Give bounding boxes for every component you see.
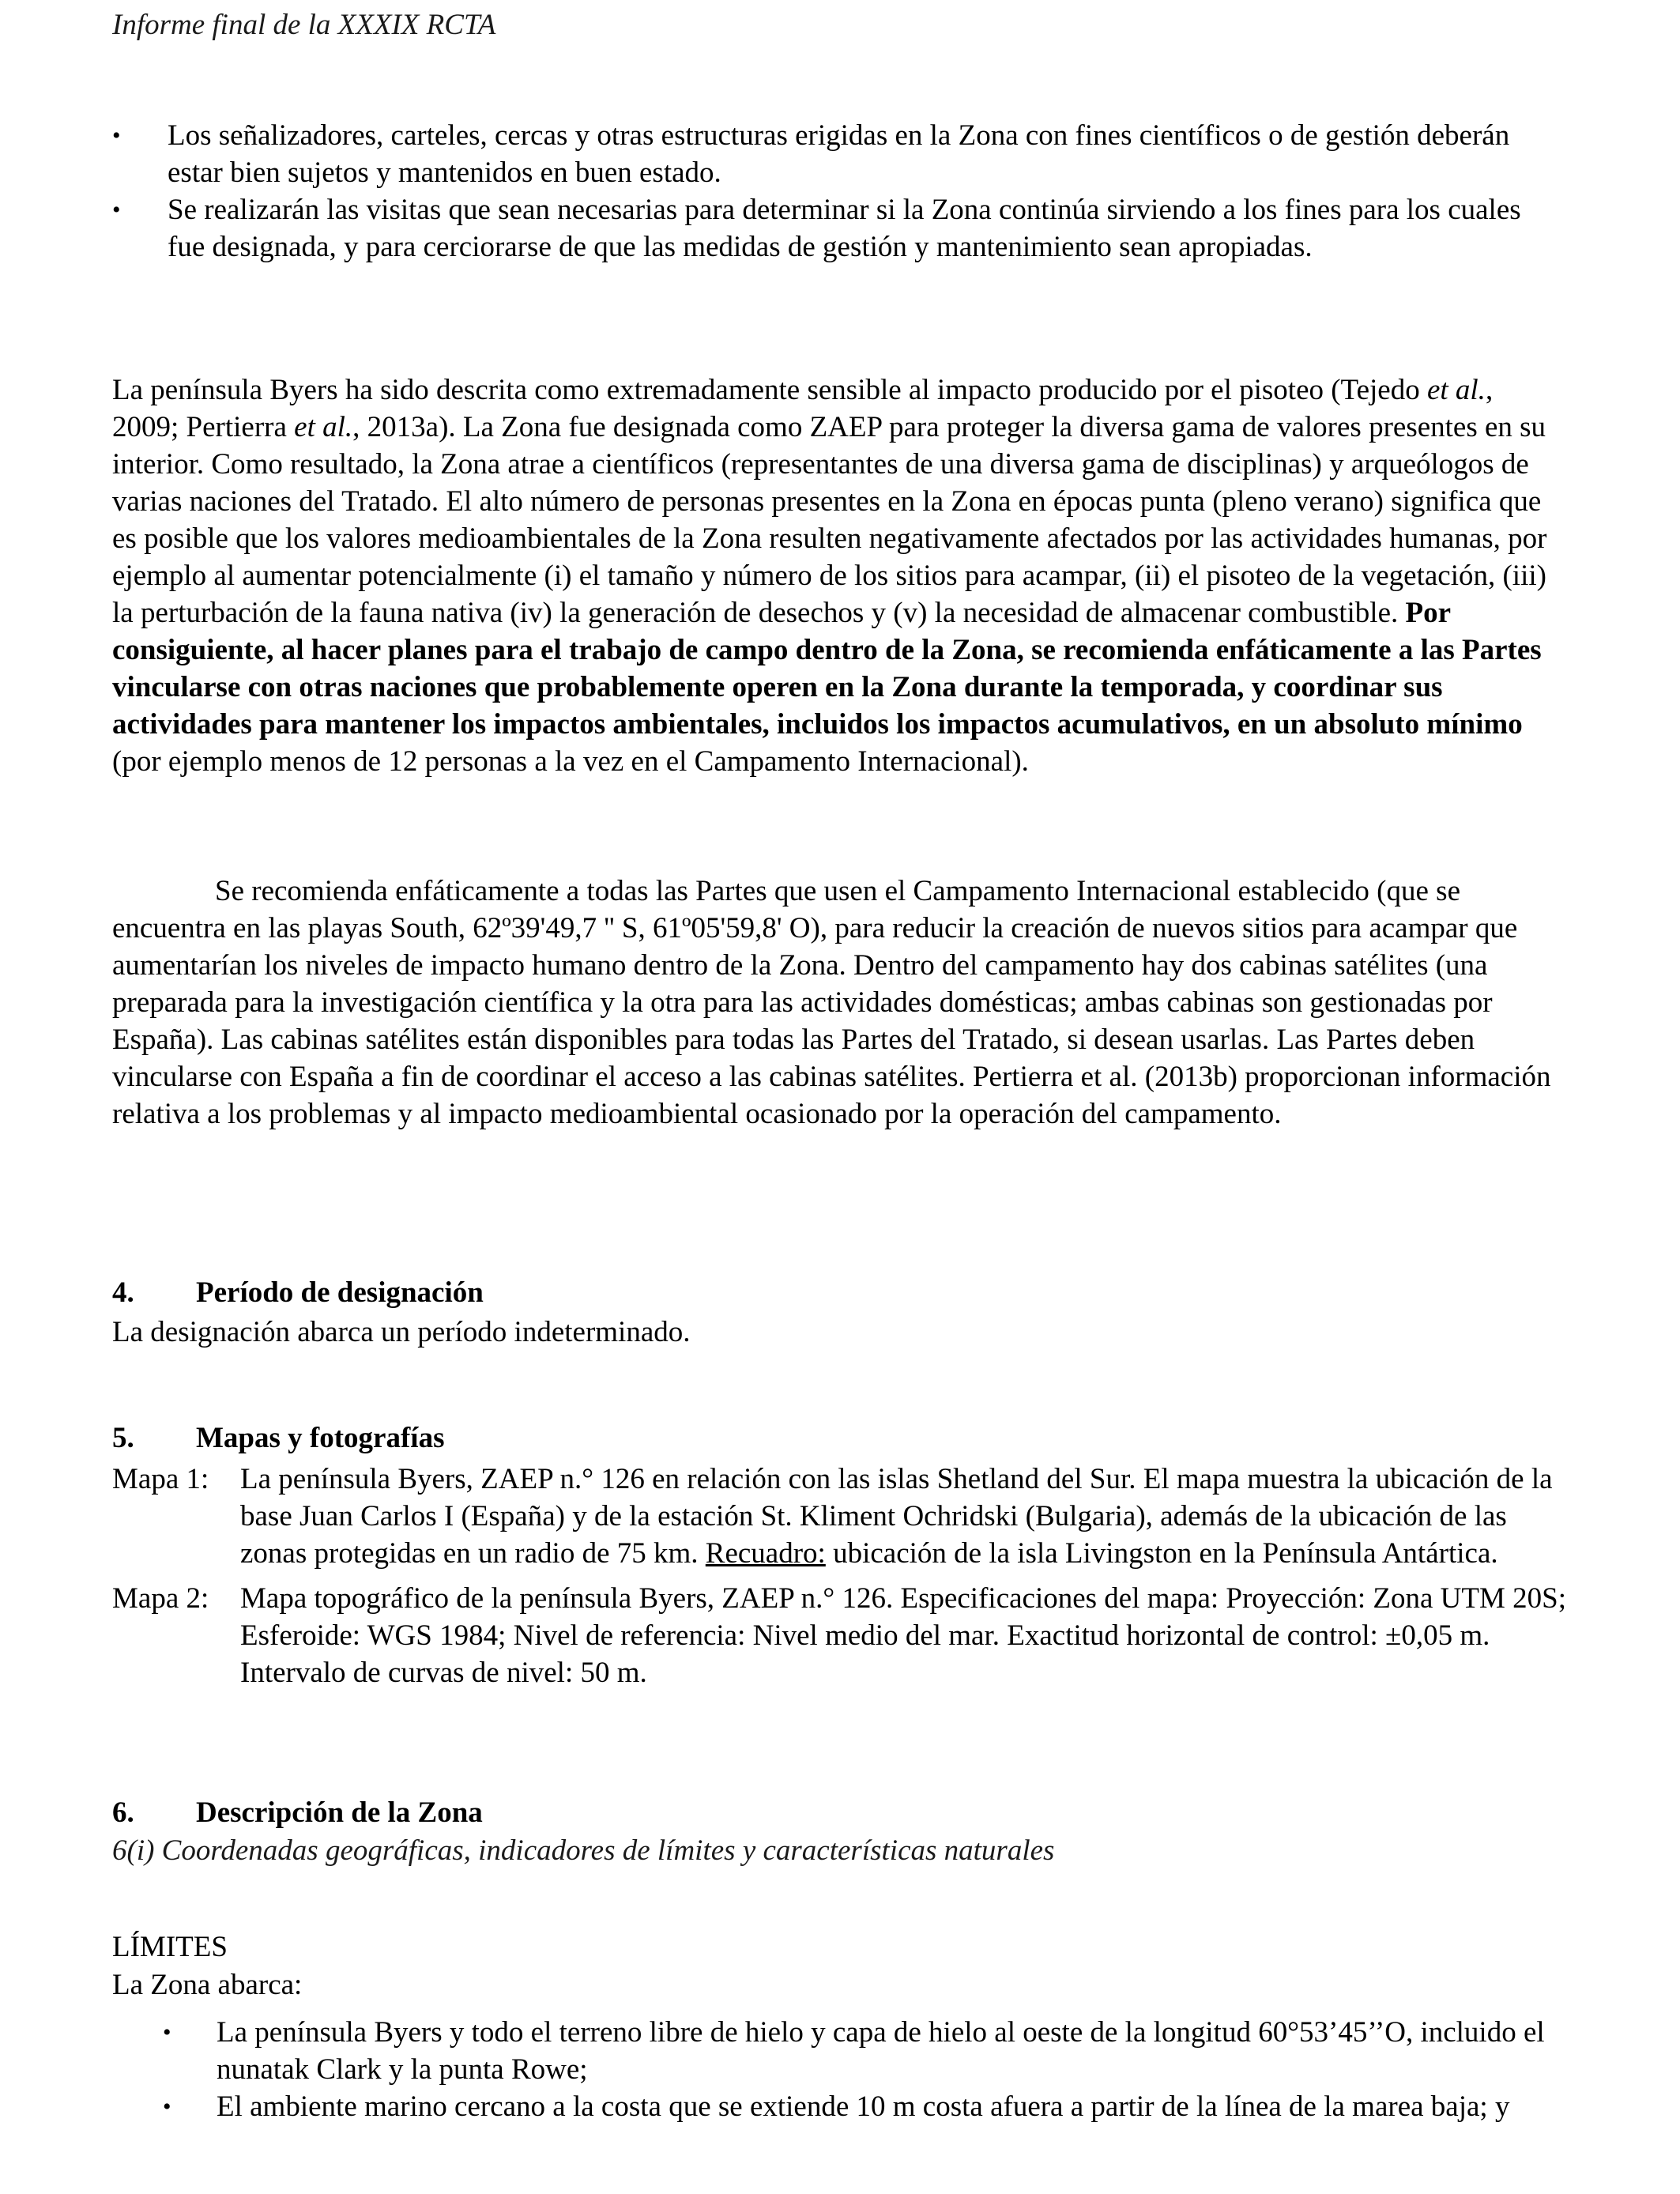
map-list — [112, 1461, 1574, 1699]
limits-heading: LÍMITES — [112, 1931, 228, 1963]
map-label: Mapa 2: — [112, 1582, 209, 1615]
section-5-heading — [112, 1419, 1680, 1457]
limits-bullets — [163, 2014, 1577, 2125]
management-bullets — [112, 117, 1558, 266]
paragraph-camp: Se recomienda enfáticamente a todas las Partes que usen el Campamento Internacional establecido (que se encuentra en las playas South, 62º39'49,7 '' S, 61º05'59,8' O), para reducir la creación de nuevos sitios para acampar que aumentarían los niveles de impacto humano dentro de la Zona. Dentro del campamento hay dos cabinas satélites (una preparada para la investigación científica y la otra para las actividades domésticas; ambas cabinas son gestionadas por España). Las cabinas satélites están disponibles para todas las Partes del Tratado, si desean usarlas. Las Partes deben vincularse con España a fin de coordinar el acceso a las cabinas satélites. Pertierra et al. (2013b) proporcionan información relativa a los problemas y al impacto medioambiental ocasionado por la operación del campamento. — [112, 875, 1551, 1130]
section-number: 5. — [112, 1422, 134, 1454]
map-item — [112, 1580, 1574, 1691]
paragraph-impact — [112, 371, 1558, 780]
section-number: 6. — [112, 1796, 134, 1829]
bullet-icon: • — [163, 2019, 171, 2045]
bullet-icon: • — [112, 197, 121, 223]
running-header: Informe final de la XXXIX RCTA — [112, 9, 496, 41]
bullet-text: El ambiente marino cercano a la costa que se extiende 10 m costa afuera a partir de la línea de la marea baja; y — [217, 2090, 1510, 2123]
section-6-heading — [112, 1794, 1680, 1831]
map-item — [112, 1461, 1574, 1572]
bullet-text: La península Byers y todo el terreno libre de hielo y capa de hielo al oeste de la longitud 60°53’45’’O, incluido el nunatak Clark y la punta Rowe; — [217, 2016, 1545, 2086]
bold-recommendation: Por consiguiente, al hacer planes para el trabajo de campo dentro de la Zona, se recomienda enfáticamente a las Partes vincularse con otras naciones que probablemente operen en la Zona durante la temporada, y coordinar sus actividades para mantener los impactos ambientales, incluidos los impactos acumulativos, en un absoluto mínimo — [112, 597, 1542, 741]
map-description: ubicación de la isla Livingston en la Península Antártica. — [825, 1537, 1498, 1570]
bullet-text: Se realizarán las visitas que sean necesarias para determinar si la Zona continúa sirviendo a los fines para los cuales fue designada, y para cerciorarse de que las medidas de gestión y mantenimiento sean apropiadas. — [168, 194, 1521, 263]
section-4-text: La designación abarca un período indeterminado. — [112, 1316, 691, 1348]
bullet-icon: • — [163, 2094, 171, 2120]
list-item — [163, 2088, 1577, 2125]
limits-intro: La Zona abarca: — [112, 1969, 303, 2001]
map-label: Mapa 1: — [112, 1463, 209, 1495]
section-4-heading — [112, 1274, 1680, 1311]
paragraph-text: , 2009; Pertierra — [112, 374, 1494, 443]
inset-label: Recuadro: — [705, 1537, 826, 1570]
paragraph-text: La península Byers ha sido descrita como extremadamente sensible al impacto producido por el pisoteo (Tejedo — [112, 374, 1427, 406]
citation-etal: et al. — [1426, 374, 1486, 406]
bullet-text: Los señalizadores, carteles, cercas y otras estructuras erigidas en la Zona con fines científicos o de gestión deberán estar bien sujetos y mantenidos en buen estado. — [168, 119, 1510, 189]
citation-etal: et al. — [294, 411, 353, 443]
paragraph-text: (por ejemplo menos de 12 personas a la vez en el Campamento Internacional). — [112, 745, 1029, 778]
map-description: La península Byers, ZAEP n.° 126 en relación con las islas Shetland del Sur. El mapa muestra la ubicación de la base Juan Carlos I (España) y de la estación St. Kliment Ochridski (Bulgaria), además de la ubicación de las zonas protegidas en un radio de 75 km. — [240, 1463, 1553, 1570]
paragraph-text: , 2013a). La Zona fue designada como ZAEP para proteger la diversa gama de valores presentes en su interior. Como resultado, la Zona atrae a científicos (representantes de una diversa gama de disciplinas) y arqueólogos de varias naciones del Tratado. El alto número de personas presentes en la Zona en épocas punta (pleno verano) significa que es posible que los valores medioambientales de la Zona resulten negativamente afectados por las actividades humanas, por ejemplo al aumentar potencialmente (i) el tamaño y número de los sitios para acampar, (ii) el pisoteo de la vegetación, (iii) la perturbación de la fauna nativa (iv) la generación de desechos y (v) la necesidad de almacenar combustible. — [112, 411, 1547, 629]
bullet-icon: • — [112, 123, 121, 149]
list-item — [163, 2014, 1577, 2088]
list-item — [112, 117, 1558, 191]
section-title: Período de designación — [196, 1276, 484, 1309]
section-title: Descripción de la Zona — [196, 1796, 483, 1829]
list-item — [112, 191, 1558, 266]
section-title: Mapas y fotografías — [196, 1422, 445, 1454]
map-description: Mapa topográfico de la península Byers, ZAEP n.° 126. Especificaciones del mapa: Proyección: Zona UTM 20S; Esferoide: WGS 1984; Nivel de referencia: Nivel medio del mar. Exactitud horizontal de control: ±0,05 m. Intervalo de curvas de nivel: 50 m. — [240, 1582, 1566, 1689]
section-6-subtitle: 6(i) Coordenadas geográficas, indicadores de límites y características naturales — [112, 1834, 1055, 1867]
section-number: 4. — [112, 1276, 134, 1309]
